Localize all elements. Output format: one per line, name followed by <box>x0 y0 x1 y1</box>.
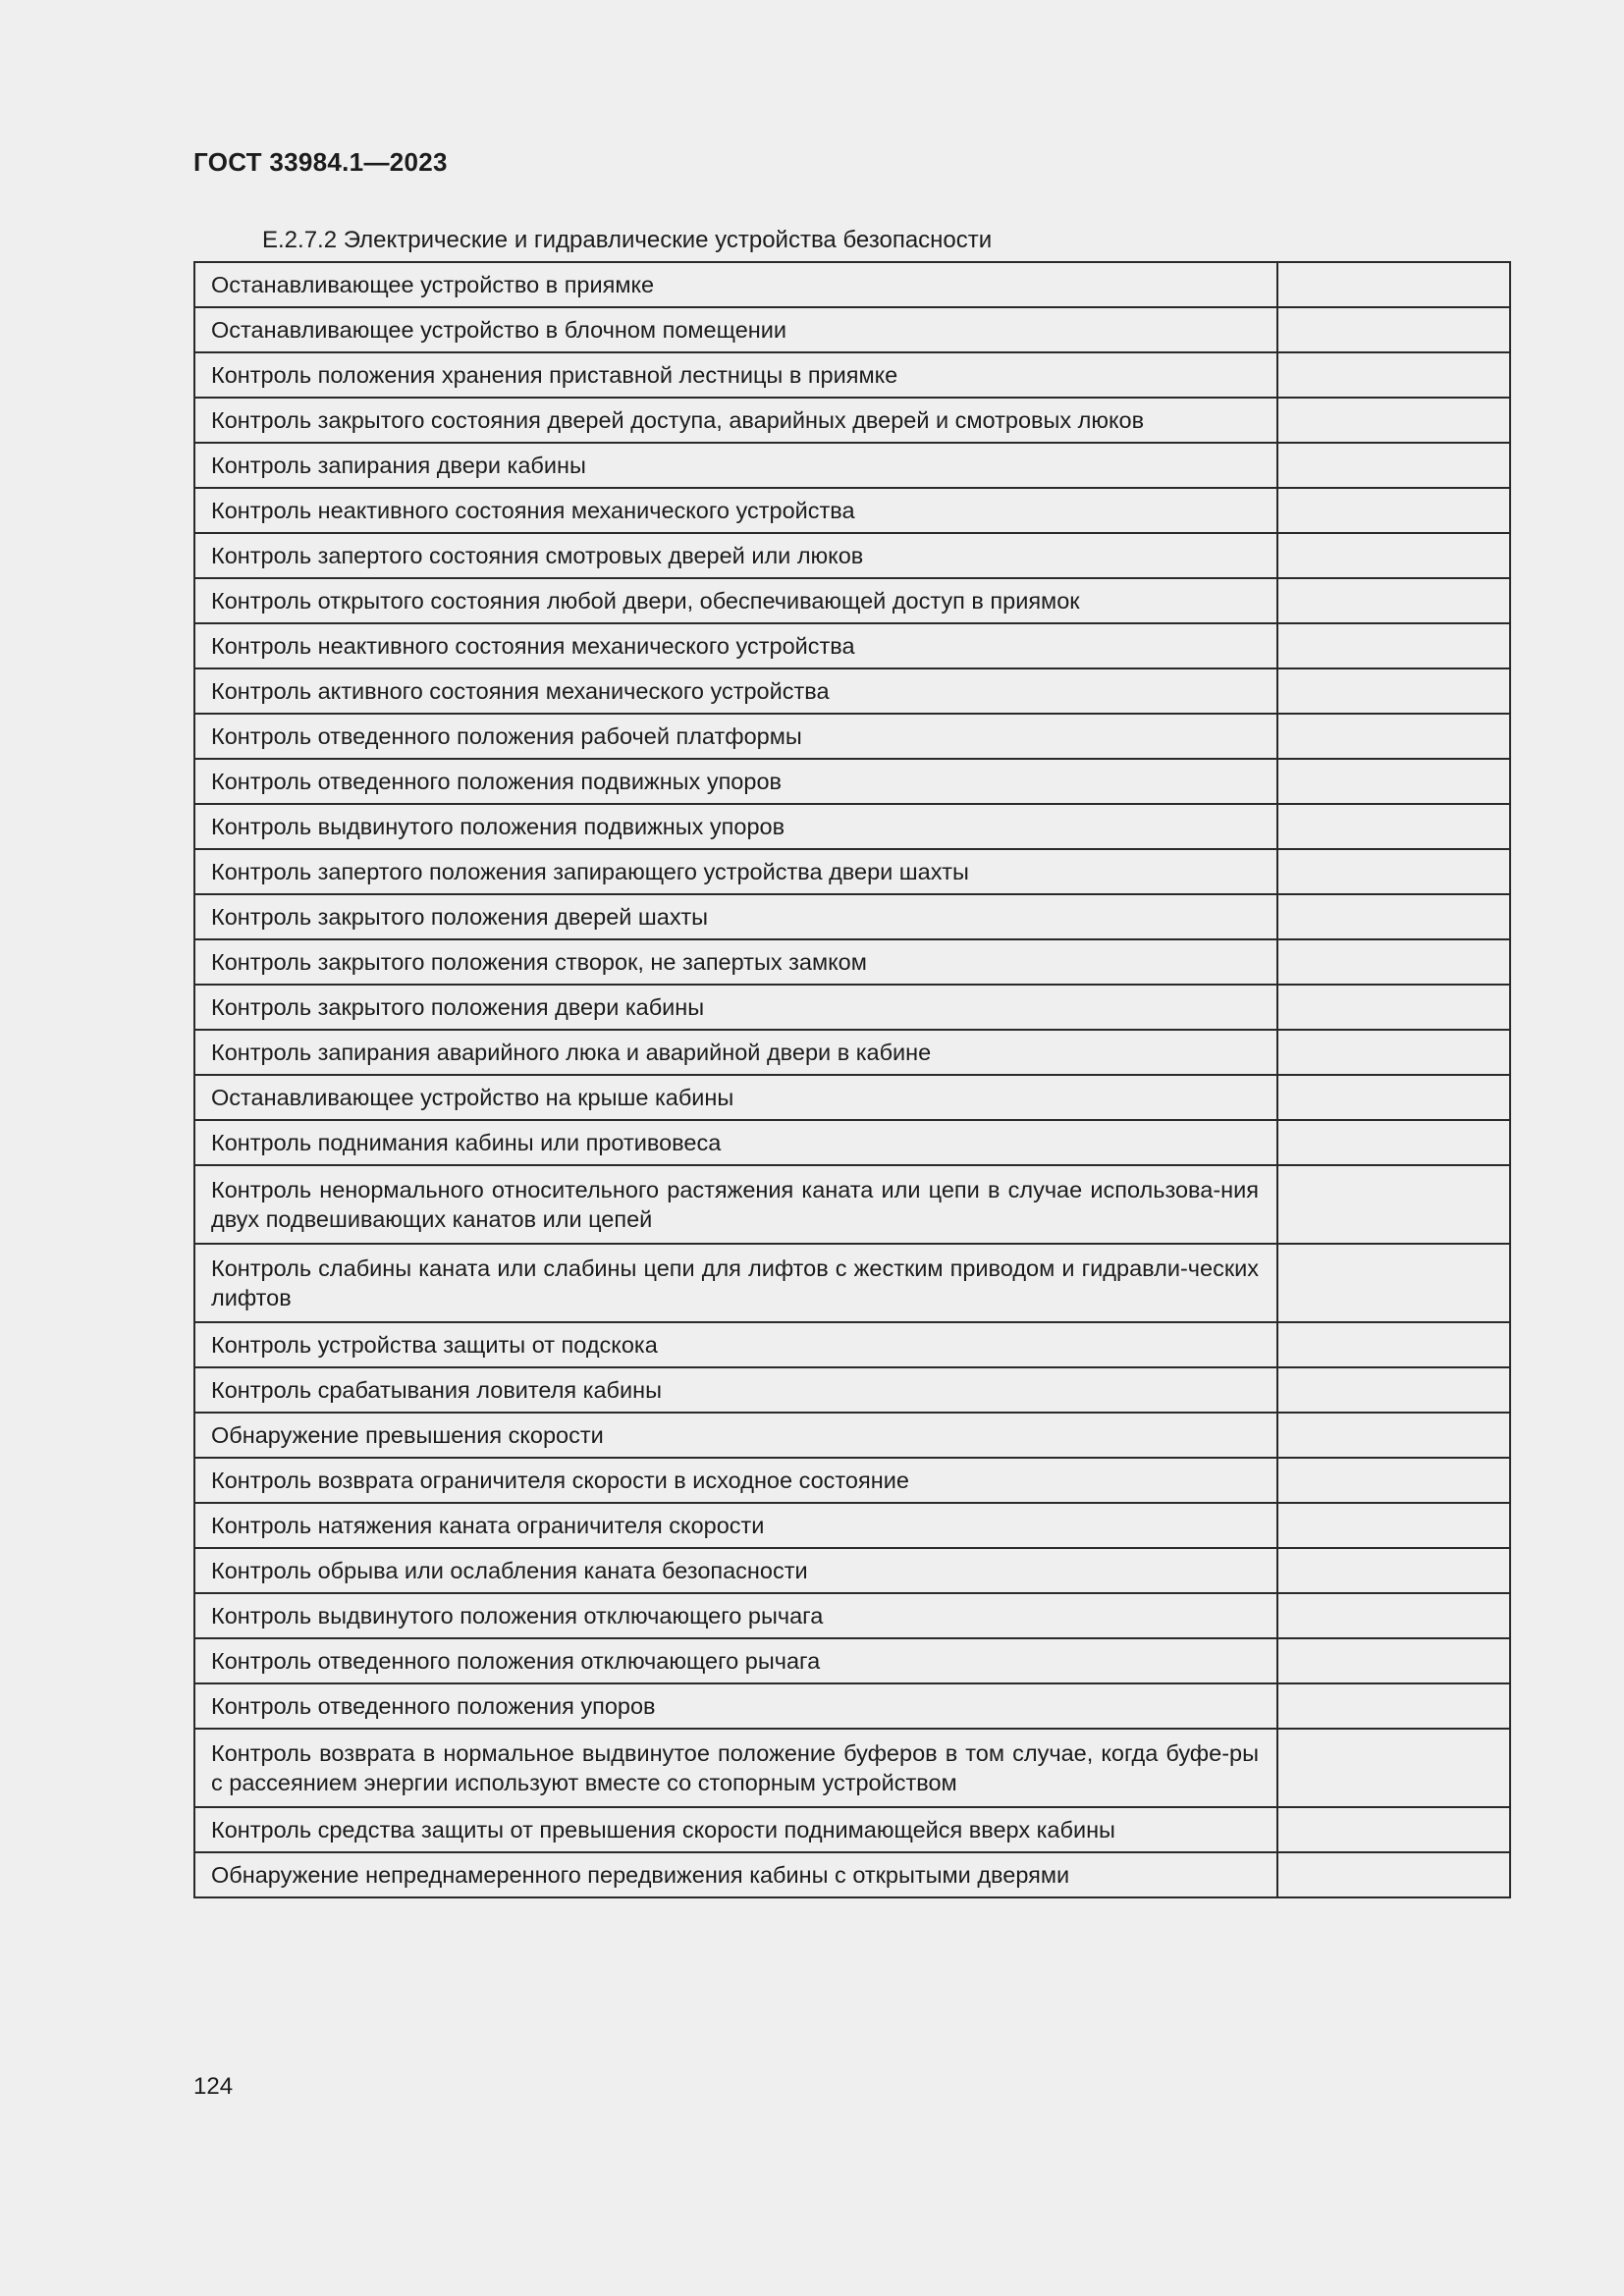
table-cell-requirement: Контроль устройства защиты от подскока <box>194 1322 1277 1367</box>
table-cell-mark <box>1277 804 1510 849</box>
table-cell-mark <box>1277 398 1510 443</box>
table-row <box>194 1367 1510 1413</box>
table-row <box>194 849 1510 894</box>
table-row <box>194 668 1510 714</box>
table-row <box>194 1503 1510 1548</box>
table-row <box>194 1244 1510 1322</box>
table-cell-mark <box>1277 894 1510 939</box>
table-row <box>194 307 1510 352</box>
table-cell-requirement: Контроль обрыва или ослабления каната безопасности <box>194 1548 1277 1593</box>
table-row <box>194 352 1510 398</box>
table-row <box>194 1683 1510 1729</box>
table-cell-requirement: Обнаружение превышения скорости <box>194 1413 1277 1458</box>
table-row <box>194 1458 1510 1503</box>
table-cell-mark <box>1277 849 1510 894</box>
table-cell-requirement: Контроль закрытого состояния дверей доступа, аварийных дверей и смотровых люков <box>194 398 1277 443</box>
table-cell-requirement: Контроль открытого состояния любой двери, обеспечивающей доступ в приямок <box>194 578 1277 623</box>
table-cell-requirement: Обнаружение непреднамеренного передвижения кабины с открытыми дверями <box>194 1852 1277 1897</box>
table-row <box>194 1852 1510 1897</box>
table-cell-requirement: Контроль активного состояния механического устройства <box>194 668 1277 714</box>
table-cell-requirement: Контроль отведенного положения подвижных упоров <box>194 759 1277 804</box>
table-cell-mark <box>1277 623 1510 668</box>
table-cell-mark <box>1277 1807 1510 1852</box>
table-row <box>194 578 1510 623</box>
table-row <box>194 714 1510 759</box>
table-cell-requirement: Контроль средства защиты от превышения скорости поднимающейся вверх кабины <box>194 1807 1277 1852</box>
table-cell-requirement: Контроль возврата в нормальное выдвинутое положение буферов в том случае, когда буфе-ры с рассеянием энергии используют вместе со стопорным устройством <box>194 1729 1277 1807</box>
table-row <box>194 1165 1510 1244</box>
table-row <box>194 1593 1510 1638</box>
table-cell-requirement: Контроль закрытого положения двери кабины <box>194 985 1277 1030</box>
table-cell-mark <box>1277 985 1510 1030</box>
table-row <box>194 1729 1510 1807</box>
table-cell-requirement: Контроль неактивного состояния механического устройства <box>194 623 1277 668</box>
table-cell-mark <box>1277 1729 1510 1807</box>
section-title: Е.2.7.2 Электрические и гидравлические устройства безопасности <box>262 227 993 253</box>
table-row <box>194 533 1510 578</box>
table-cell-requirement: Останавливающее устройство в блочном помещении <box>194 307 1277 352</box>
table-row <box>194 1638 1510 1683</box>
page-number: 124 <box>193 2073 234 2100</box>
table-row <box>194 488 1510 533</box>
table-row <box>194 804 1510 849</box>
table-row <box>194 1413 1510 1458</box>
table-cell-requirement: Контроль закрытого положения створок, не запертых замком <box>194 939 1277 985</box>
table-cell-requirement: Контроль выдвинутого положения отключающего рычага <box>194 1593 1277 1638</box>
table-cell-requirement: Контроль срабатывания ловителя кабины <box>194 1367 1277 1413</box>
table-cell-mark <box>1277 533 1510 578</box>
table-cell-mark <box>1277 1322 1510 1367</box>
table-cell-mark <box>1277 443 1510 488</box>
table-body <box>194 262 1510 1897</box>
table-cell-requirement: Контроль отведенного положения упоров <box>194 1683 1277 1729</box>
table-cell-requirement: Контроль запирания аварийного люка и аварийной двери в кабине <box>194 1030 1277 1075</box>
safety-devices-table <box>193 261 1511 1898</box>
table-cell-mark <box>1277 1458 1510 1503</box>
table-row <box>194 1807 1510 1852</box>
table-cell-requirement: Контроль запертого положения запирающего устройства двери шахты <box>194 849 1277 894</box>
table-cell-requirement: Контроль отведенного положения отключающего рычага <box>194 1638 1277 1683</box>
table-cell-requirement: Контроль выдвинутого положения подвижных упоров <box>194 804 1277 849</box>
table-cell-mark <box>1277 1075 1510 1120</box>
table-cell-requirement: Контроль натяжения каната ограничителя скорости <box>194 1503 1277 1548</box>
table-cell-mark <box>1277 262 1510 307</box>
table-row <box>194 443 1510 488</box>
table-row <box>194 1075 1510 1120</box>
table-cell-requirement: Контроль запирания двери кабины <box>194 443 1277 488</box>
table-cell-mark <box>1277 714 1510 759</box>
table-cell-mark <box>1277 1548 1510 1593</box>
table-cell-mark <box>1277 307 1510 352</box>
table-row <box>194 1030 1510 1075</box>
table-cell-requirement: Контроль слабины каната или слабины цепи для лифтов с жестким приводом и гидравли-ческих лифтов <box>194 1244 1277 1322</box>
table-row <box>194 1120 1510 1165</box>
table-cell-mark <box>1277 668 1510 714</box>
table-cell-mark <box>1277 488 1510 533</box>
table-cell-mark <box>1277 759 1510 804</box>
document-standard-id: ГОСТ 33984.1—2023 <box>193 147 448 177</box>
table-row <box>194 1548 1510 1593</box>
table-cell-mark <box>1277 1244 1510 1322</box>
table-cell-mark <box>1277 1593 1510 1638</box>
table-row <box>194 623 1510 668</box>
table-cell-mark <box>1277 939 1510 985</box>
table-cell-requirement: Контроль ненормального относительного растяжения каната или цепи в случае использова-ния двух подвешивающих канатов или цепей <box>194 1165 1277 1244</box>
table-cell-mark <box>1277 352 1510 398</box>
table-cell-requirement: Контроль отведенного положения рабочей платформы <box>194 714 1277 759</box>
table-cell-mark <box>1277 1503 1510 1548</box>
table-cell-requirement: Останавливающее устройство в приямке <box>194 262 1277 307</box>
table-cell-mark <box>1277 1030 1510 1075</box>
table-cell-requirement: Контроль запертого состояния смотровых дверей или люков <box>194 533 1277 578</box>
table-cell-requirement: Контроль возврата ограничителя скорости в исходное состояние <box>194 1458 1277 1503</box>
table-row <box>194 1322 1510 1367</box>
table-row <box>194 759 1510 804</box>
table-cell-requirement: Контроль неактивного состояния механического устройства <box>194 488 1277 533</box>
table-cell-mark <box>1277 1120 1510 1165</box>
table-cell-mark <box>1277 1413 1510 1458</box>
table-cell-mark <box>1277 1638 1510 1683</box>
table-cell-mark <box>1277 1165 1510 1244</box>
table-cell-mark <box>1277 578 1510 623</box>
table-row <box>194 398 1510 443</box>
table-cell-requirement: Контроль закрытого положения дверей шахты <box>194 894 1277 939</box>
table-row <box>194 262 1510 307</box>
table-cell-requirement: Контроль поднимания кабины или противовеса <box>194 1120 1277 1165</box>
table-cell-mark <box>1277 1683 1510 1729</box>
table-cell-mark <box>1277 1852 1510 1897</box>
table-cell-requirement: Контроль положения хранения приставной лестницы в приямке <box>194 352 1277 398</box>
table-cell-mark <box>1277 1367 1510 1413</box>
table-row <box>194 985 1510 1030</box>
table-cell-requirement: Останавливающее устройство на крыше кабины <box>194 1075 1277 1120</box>
table-row <box>194 939 1510 985</box>
table-row <box>194 894 1510 939</box>
